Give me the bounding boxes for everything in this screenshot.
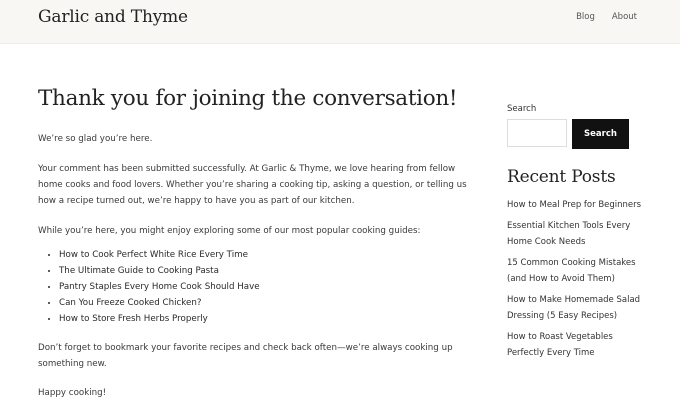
intro-paragraph: We’re so glad you’re here.: [38, 134, 153, 144]
guide-link[interactable]: How to Store Fresh Herbs Properly: [59, 314, 208, 324]
search-form: [507, 119, 642, 149]
recent-post-link[interactable]: Essential Kitchen Tools Every Home Cook Needs: [507, 221, 631, 247]
guide-link[interactable]: Pantry Staples Every Home Cook Should Have: [59, 282, 260, 292]
site-header: [0, 0, 680, 44]
list-item: [59, 311, 478, 327]
search-button[interactable]: Search: [572, 119, 629, 149]
recent-post-link[interactable]: 15 Common Cooking Mistakes (and How to Avoid Them): [507, 258, 636, 284]
list-item: [59, 295, 478, 311]
recent-post-link[interactable]: How to Make Homemade Salad Dressing (5 Easy Recipes): [507, 295, 641, 321]
list-item: [507, 255, 642, 287]
list-item: [59, 279, 478, 295]
nav-link-blog[interactable]: Blog: [576, 12, 595, 22]
signoff-paragraph: Happy cooking!: [38, 388, 107, 398]
recent-post-link[interactable]: How to Meal Prep for Beginners: [507, 200, 642, 210]
nav-link-about[interactable]: About: [611, 12, 637, 22]
recent-posts-heading: Recent Posts: [507, 167, 616, 187]
site-title-link[interactable]: Garlic and Thyme: [38, 7, 188, 27]
search-label: Search: [507, 104, 537, 114]
guide-link[interactable]: The Ultimate Guide to Cooking Pasta: [59, 266, 219, 276]
recent-posts-list: [507, 197, 642, 361]
list-item: [507, 329, 642, 361]
search-input[interactable]: [507, 119, 567, 147]
guide-link[interactable]: How to Cook Perfect White Rice Every Time: [59, 250, 248, 260]
list-item: [59, 247, 478, 263]
bookmark-paragraph: Don’t forget to bookmark your favorite recipes and check back often—we’re always cooking up something new.: [38, 343, 453, 369]
recent-post-link[interactable]: How to Roast Vegetables Perfectly Every Time: [507, 332, 613, 358]
page-title: Thank you for joining the conversation!: [38, 86, 458, 111]
sidebar: [507, 104, 642, 366]
list-item: [507, 197, 642, 213]
popular-guides-list: [38, 247, 478, 327]
guide-link[interactable]: Can You Freeze Cooked Chicken?: [59, 298, 202, 308]
list-item: [507, 218, 642, 250]
main-content: [38, 86, 478, 401]
main-nav: [576, 12, 637, 22]
guides-lead-paragraph: While you’re here, you might enjoy exploring some of our most popular cooking guides:: [38, 226, 421, 236]
list-item: [59, 263, 478, 279]
confirmation-paragraph: Your comment has been submitted successfully. At Garlic & Thyme, we love hearing from fellow home cooks and food lovers. Whether you’re sharing a cooking tip, asking a question, or telling us how a recipe turned out, we’re happy to have you as part of our kitchen.: [38, 164, 467, 206]
list-item: [507, 292, 642, 324]
